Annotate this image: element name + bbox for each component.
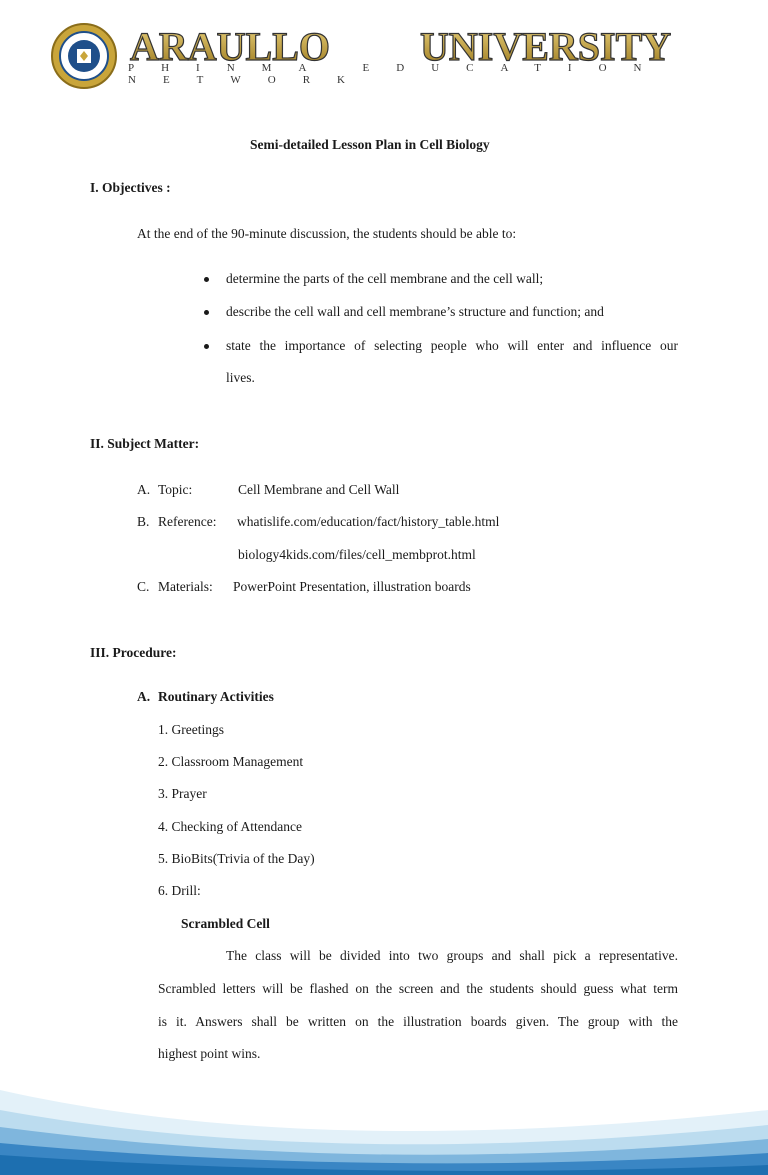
bullet-icon [204, 277, 209, 282]
objective-item: describe the cell wall and cell membrane’s structure and function; and [226, 304, 604, 319]
objective-item: state the importance of selecting people who will enter and influence our [226, 338, 678, 353]
subject-item-letter: A. [137, 482, 151, 497]
drill-description-line: Scrambled letters will be flashed on the screen and the students should guess what term [158, 981, 678, 996]
subject-item-letter: B. [137, 514, 150, 529]
subject-item-label: Reference: [158, 514, 217, 529]
subject-item-value: PowerPoint Presentation, illustration boards [233, 579, 471, 594]
bullet-icon [204, 344, 209, 349]
page-title: Semi-detailed Lesson Plan in Cell Biology [250, 137, 490, 152]
university-name-logo [128, 26, 708, 66]
drill-title: Scrambled Cell [181, 916, 270, 931]
university-seal-logo [50, 22, 118, 90]
university-name-part1: ARAULLO [130, 26, 331, 66]
subject-item-label: Topic: [158, 482, 193, 497]
objectives-intro: At the end of the 90-minute discussion, the students should be able to: [137, 226, 517, 241]
bullet-icon [204, 310, 209, 315]
section-title: Routinary Activities [158, 689, 274, 704]
reference-link: biology4kids.com/files/cell_membprot.html [238, 547, 476, 562]
drill-description-line: highest point wins. [158, 1046, 261, 1061]
procedure-step: 1. Greetings [158, 722, 224, 737]
subject-item-letter: C. [137, 579, 150, 594]
reference-link: whatislife.com/education/fact/history_table.html [237, 514, 500, 529]
procedure-step: 2. Classroom Management [158, 754, 304, 769]
procedure-step: 6. Drill: [158, 883, 201, 898]
section-letter: A. [137, 689, 151, 704]
procedure-step: 4. Checking of Attendance [158, 819, 302, 834]
footer-wave-decoration [0, 1055, 768, 1175]
procedure-step: 3. Prayer [158, 786, 207, 801]
objectives-heading: I. Objectives : [90, 180, 171, 195]
subject-item-value: Cell Membrane and Cell Wall [238, 482, 400, 497]
objective-item-continued: lives. [226, 370, 255, 385]
university-name-part2: UNIVERSITY [420, 26, 672, 66]
objective-item: determine the parts of the cell membrane and the cell wall; [226, 271, 544, 286]
procedure-step: 5. BioBits(Trivia of the Day) [158, 851, 315, 866]
procedure-heading: III. Procedure: [90, 645, 177, 660]
drill-description-line: The class will be divided into two groups and shall pick a representative. [226, 948, 678, 963]
drill-description-line: is it. Answers shall be written on the illustration boards given. The group with the [158, 1014, 678, 1029]
network-tagline: PHINMA EDUCATION NETWORK [128, 62, 669, 86]
subject-item-label: Materials: [158, 579, 213, 594]
subject-matter-heading: II. Subject Matter: [90, 436, 200, 451]
